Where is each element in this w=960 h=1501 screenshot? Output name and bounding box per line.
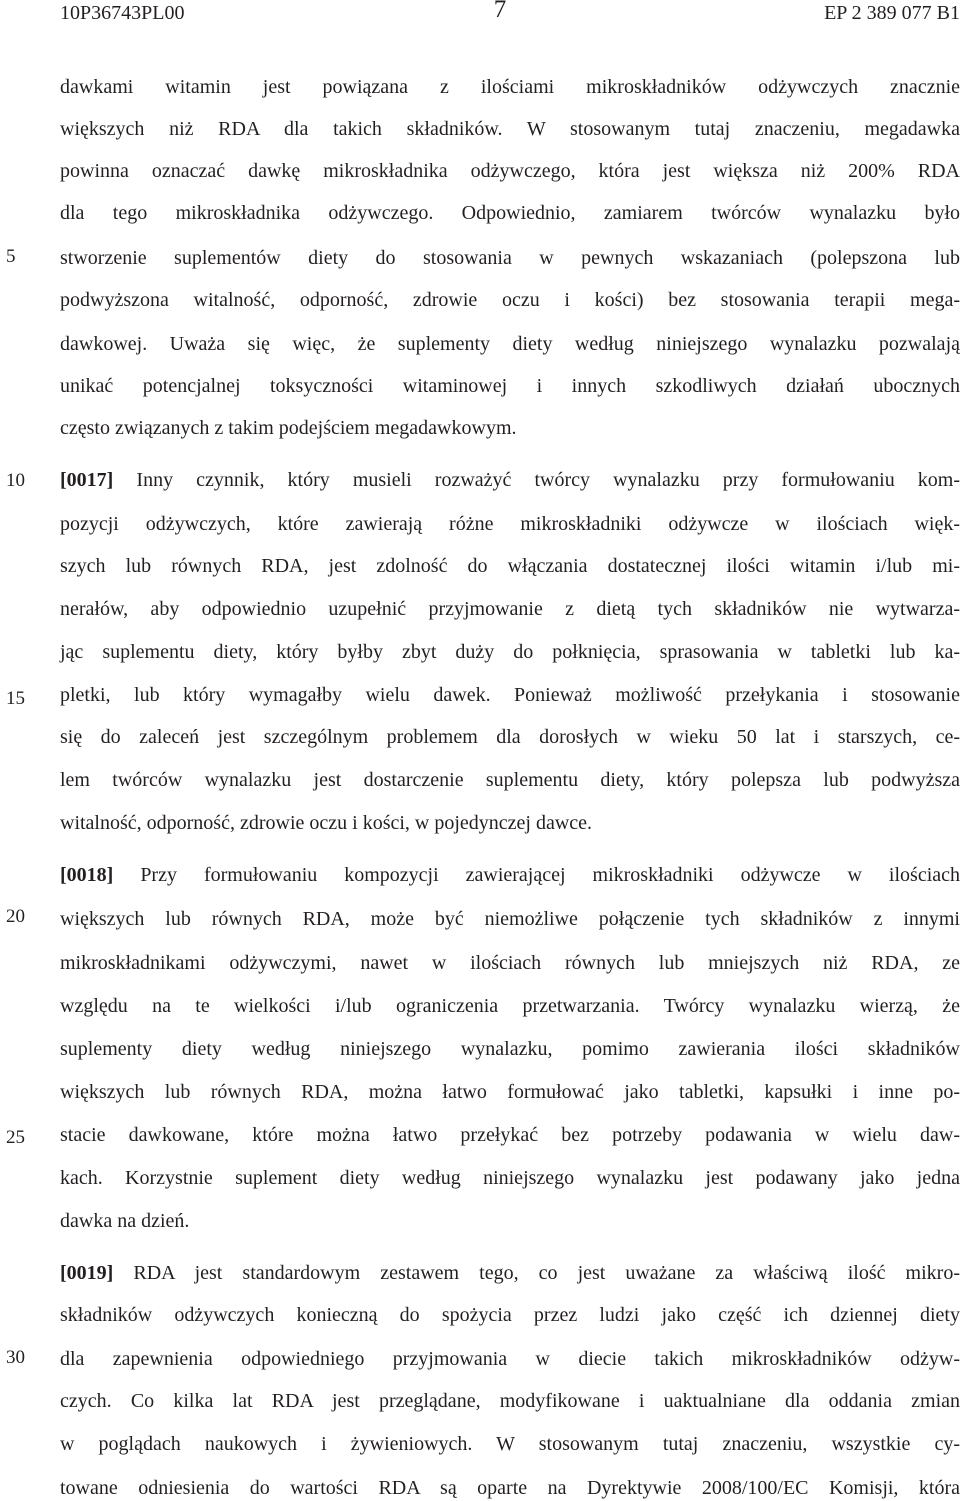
- line-text: towane odniesienia do wartości RDA są oparte na Dyrektywie 2008/100/EC Komisji, która: [60, 1477, 960, 1499]
- line-text: stworzenie suplementów diety do stosowania w pewnych wskazaniach (polepszona lub: [60, 247, 960, 269]
- line-text: unikać potencjalnej toksyczności witaminowej i innych szkodliwych działań ubocznych: [60, 375, 960, 397]
- line-text: szych lub równych RDA, jest zdolność do włączania dostatecznej ilości witamin i/lub mi-: [60, 555, 960, 577]
- text-line: [60, 373, 960, 399]
- line-text: dla zapewnienia odpowiedniego przyjmowania w diecie takich mikroskładników odżyw-: [60, 1348, 960, 1370]
- line-text: większych lub równych RDA, można łatwo formułować jako tabletki, kapsułki i inne po-: [60, 1081, 960, 1103]
- text-line: [60, 1346, 960, 1372]
- paragraph-number: [0019]: [60, 1262, 114, 1284]
- line-text: suplementy diety według niniejszego wynalazku, pomimo zawierania ilości składników: [60, 1038, 960, 1060]
- line-text: czych. Co kilka lat RDA jest przeglądane, modyfikowane i uaktualniane dla oddania zmian: [60, 1390, 960, 1412]
- text-line: [60, 1388, 960, 1414]
- line-text: pletki, lub który wymagałby wielu dawek. Ponieważ możliwość przełykania i stosowanie: [60, 684, 960, 706]
- text-line: [60, 1431, 960, 1457]
- text-line: [60, 906, 960, 932]
- text-line: [60, 467, 960, 493]
- line-text: stacie dawkowane, które można łatwo przełykać bez potrzeby podawania w wielu daw-: [60, 1124, 960, 1146]
- line-number: 15: [6, 688, 25, 709]
- line-text: Przy formułowaniu kompozycji zawierającej mikroskładniki odżywcze w ilościach: [140, 864, 960, 886]
- text-line: [60, 116, 960, 142]
- line-text: większych lub równych RDA, może być niemożliwe połączenie tych składników z innymi: [60, 908, 960, 930]
- line-text: kach. Korzystnie suplement diety według niniejszego wynalazku jest podawany jako jedna: [60, 1167, 960, 1189]
- line-number: 20: [6, 906, 25, 927]
- line-text: mikroskładnikami odżywczymi, nawet w ilościach równych lub mniejszych niż RDA, ze: [60, 952, 960, 974]
- line-text: względu na te wielkości i/lub ograniczenia przetwarzania. Twórcy wynalazku wierzą, że: [60, 995, 960, 1017]
- text-line: [60, 1079, 960, 1105]
- text-line: [60, 993, 960, 1019]
- line-text: większych niż RDA dla takich składników. W stosowanym tutaj znaczeniu, megadawka: [60, 118, 960, 140]
- line-text: dla tego mikroskładnika odżywczego. Odpowiednio, zamiarem twórców wynalazku było: [60, 202, 960, 224]
- text-line: [60, 682, 960, 708]
- text-line: [60, 200, 960, 226]
- line-number: 25: [6, 1127, 25, 1148]
- line-text: RDA jest standardowym zestawem tego, co jest uważane za właściwą ilość mikro-: [133, 1262, 960, 1284]
- page-header: [0, 0, 960, 40]
- text-line: [60, 596, 960, 622]
- text-line: [60, 553, 960, 579]
- text-line: [60, 287, 960, 313]
- line-text: składników odżywczych konieczną do spożycia przez ludzi jako część ich dziennej diety: [60, 1304, 960, 1326]
- line-text: w poglądach naukowych i żywieniowych. W stosowanym tutaj znaczeniu, wszystkie cy-: [60, 1433, 960, 1455]
- text-line: [60, 1165, 960, 1191]
- text-line: [60, 862, 960, 888]
- line-number: 30: [6, 1347, 25, 1368]
- line-text: podwyższona witalność, odporność, zdrowie oczu i kości) bez stosowania terapii mega-: [60, 289, 960, 311]
- text-line: [60, 331, 960, 357]
- paragraph-number: [0018]: [60, 864, 114, 886]
- text-line: [60, 724, 960, 750]
- page-number: 7: [493, 0, 507, 23]
- text-line: [60, 1036, 960, 1062]
- text-line: [60, 639, 960, 665]
- line-text: nerałów, aby odpowiednio uzupełnić przyjmowanie z dietą tych składników nie wytwarza-: [60, 598, 960, 620]
- line-text: dawkami witamin jest powiązana z ilościami mikroskładników odżywczych znacznie: [60, 76, 960, 98]
- text-line: [60, 1260, 960, 1286]
- line-text: lem twórców wynalazku jest dostarczenie suplementu diety, który polepsza lub podwyższa: [60, 769, 960, 791]
- text-line: [60, 767, 960, 793]
- text-line: [60, 74, 960, 100]
- line-number: 10: [6, 470, 25, 491]
- text-line: [60, 415, 960, 441]
- line-number: 5: [6, 246, 16, 267]
- line-text: pozycji odżywczych, które zawierają różne mikroskładniki odżywcze w ilościach więk-: [60, 513, 960, 535]
- text-line: [60, 1208, 960, 1234]
- line-text: witalność, odporność, zdrowie oczu i kości, w pojedynczej dawce.: [60, 812, 593, 834]
- line-text: powinna oznaczać dawkę mikroskładnika odżywczego, która jest większa niż 200% RDA: [60, 160, 960, 182]
- text-line: [60, 1302, 960, 1328]
- document-code: 10P36743PL00: [60, 2, 185, 24]
- line-text: Inny czynnik, który musieli rozważyć twórcy wynalazku przy formułowaniu kom-: [136, 469, 960, 491]
- paragraph-number: [0017]: [60, 469, 114, 491]
- line-text: dawka na dzień.: [60, 1210, 190, 1232]
- line-text: się do zaleceń jest szczególnym problemem dla dorosłych w wieku 50 lat i starszych, ce-: [60, 726, 960, 748]
- patent-number: EP 2 389 077 B1: [824, 2, 960, 24]
- text-line: [60, 245, 960, 271]
- line-text: często związanych z takim podejściem megadawkowym.: [60, 417, 517, 439]
- text-line: [60, 511, 960, 537]
- text-line: [60, 950, 960, 976]
- text-line: [60, 810, 960, 836]
- text-line: [60, 158, 960, 184]
- text-line: [60, 1122, 960, 1148]
- line-text: dawkowej. Uważa się więc, że suplementy diety według niniejszego wynalazku pozwalają: [60, 333, 960, 355]
- text-line: [60, 1475, 960, 1501]
- line-text: jąc suplementu diety, który byłby zbyt duży do połknięcia, sprasowania w tabletki lub ka-: [60, 641, 960, 663]
